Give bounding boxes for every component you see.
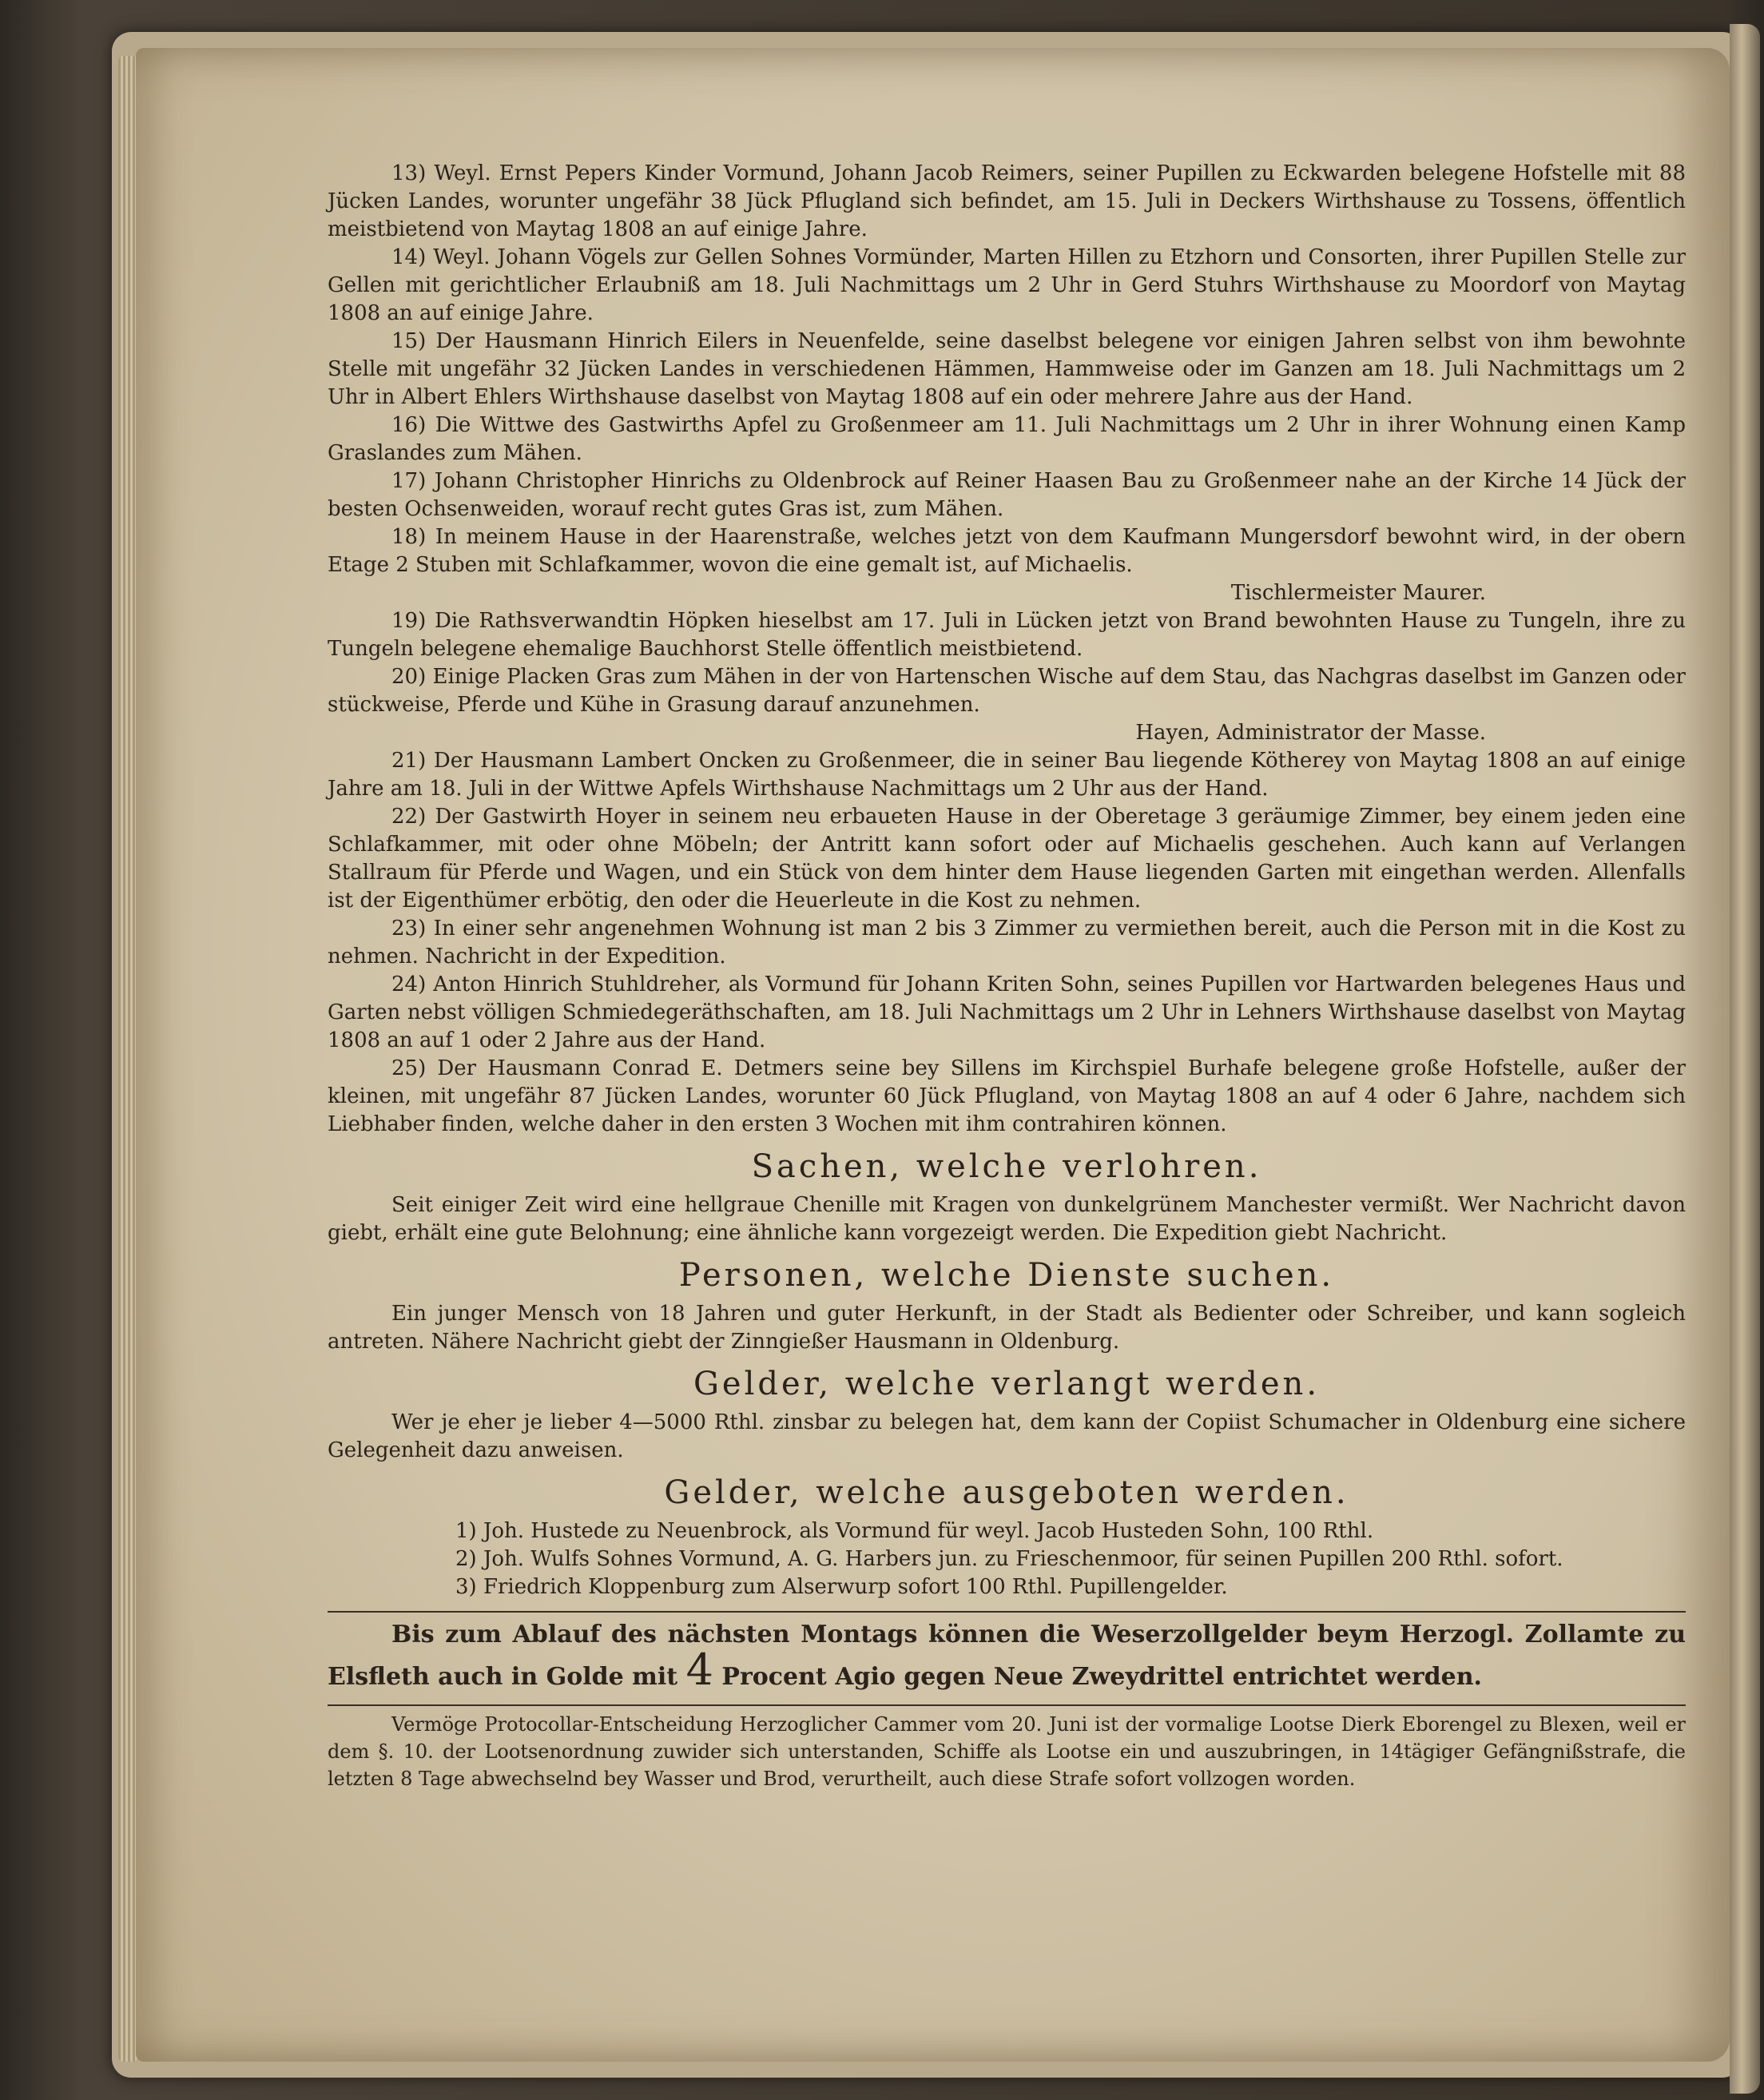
entry-16: 16) Die Wittwe des Gastwirths Apfel zu Großenmeer am 11. Juli Nachmittags um 2 Uhr in ihrer Wohnung einen Kamp Graslandes zum Mähen. xyxy=(328,413,1686,465)
entry-13: 13) Weyl. Ernst Pepers Kinder Vormund, Johann Jacob Reimers, seiner Pupillen zu Eckwarden belegene Hofstelle mit 88 Jücken Landes, worunter ungefähr 38 Jück Pflugland sich befindet, am 15. Juli in Deckers Wirthshause zu Tossens, öffentlich meistbietend von Maytag 1808 an auf einige Jahre. xyxy=(328,161,1686,241)
facing-page-edge xyxy=(1730,24,1760,2094)
offered-item-1: 1) Joh. Hustede zu Neuenbrock, als Vormund für weyl. Jacob Husteden Sohn, 100 Rthl. xyxy=(455,1519,1374,1543)
divider-rule-2 xyxy=(328,1704,1686,1706)
heading-lost-items: Sachen, welche verlohren. xyxy=(751,1148,1262,1185)
entry-24: 24) Anton Hinrich Stuhldreher, als Vormund für Johann Kriten Sohn, seines Pupillen vor Hartwarden belegenes Haus und Garten nebst völligen Schmiedegeräthschaften, am 18. Juli Nachmittags um 2 Uhr in Lehners Wirthshause daselbst von Maytag 1808 an auf 1 oder 2 Jahre aus der Hand. xyxy=(328,972,1686,1052)
text-lost-items: Seit einiger Zeit wird eine hellgraue Chenille mit Kragen von dunkelgrünem Manchester vermißt. Wer Nachricht davon giebt, erhält eine gute Belohnung; eine ähnliche kann vorgezeigt werden. Die Expedition giebt Nachricht. xyxy=(328,1193,1686,1245)
entry-23: 23) In einer sehr angenehmen Wohnung ist man 2 bis 3 Zimmer zu vermiethen bereit, auch die Person mit in die Kost zu nehmen. Nachricht in der Expedition. xyxy=(328,917,1686,968)
customs-notice-number: 4 xyxy=(685,1645,713,1695)
entry-15: 15) Der Hausmann Hinrich Eilers in Neuenfelde, seine daselbst belegene vor einigen Jahren selbst von ihm bewohnte Stelle mit ungefähr 32 Jücken Landes in verschiedenen Hämmen, Hammweise oder im Ganzen am 18. Juli Nachmittags um 2 Uhr in Albert Ehlers Wirthshause daselbst von Maytag 1808 auf ein oder mehrere Jahre aus der Hand. xyxy=(328,329,1686,409)
entry-19: 19) Die Rathsverwandtin Höpken hieselbst am 17. Juli in Lücken jetzt von Brand bewohnten Hause zu Tungeln, ihre zu Tungeln belegene ehemalige Bauchhorst Stelle öffentlich meistbietend. xyxy=(328,609,1686,661)
entry-21: 21) Der Hausmann Lambert Oncken zu Großenmeer, die in seiner Bau liegende Kötherey von Maytag 1808 an auf einige Jahre am 18. Juli in der Wittwe Apfels Wirthshause Nachmittags um 2 Uhr aus der Hand. xyxy=(328,749,1686,801)
customs-notice-start: Bis zum Ablauf des nächsten Montags können die Weserzollgelder beym Herzogl. Zollamte zu Elsfleth auch in Golde mit xyxy=(328,1621,1686,1691)
signature-20: Hayen, Administrator der Masse. xyxy=(1135,721,1486,745)
text-persons-seeking: Ein junger Mensch von 18 Jahren und guter Herkunft, in der Stadt als Bedienter oder Schreiber, und kann sogleich antreten. Nähere Nachricht giebt der Zinngießer Hausmann in Oldenburg. xyxy=(328,1302,1686,1354)
entry-22: 22) Der Gastwirth Hoyer in seinem neu erbaueten Hause in der Oberetage 3 geräumige Zimmer, bey einem jeden eine Schlafkammer, mit oder ohne Möbeln; der Antritt kann sofort oder auf Michaelis geschehen. Auch kann auf Verlangen Stallraum für Pferde und Wagen, und ein Stück von dem hinter dem Hause liegenden Garten mit eingethan werden. Allenfalls ist der Eigenthümer erbötig, den oder die Heuerleute in die Kost zu nehmen. xyxy=(328,805,1686,913)
customs-notice-end: Procent Agio gegen Neue Zweydrittel entrichtet werden. xyxy=(721,1663,1482,1691)
customs-notice xyxy=(328,1617,1686,1695)
entry-18: 18) In meinem Hause in der Haarenstraße, welches jetzt von dem Kaufmann Mungersdorf bewohnt wird, in der obern Etage 2 Stuben mit Schlafkammer, wovon die eine gemalt ist, auf Michaelis. xyxy=(328,525,1686,577)
entry-14: 14) Weyl. Johann Vögels zur Gellen Sohnes Vormünder, Marten Hillen zu Etzhorn und Consorten, ihrer Pupillen Stelle zur Gellen mit gerichtlicher Erlaubniß am 18. Juli Nachmittags um 2 Uhr in Gerd Stuhrs Wirthshause zu Moordorf von Maytag 1808 an auf einige Jahre. xyxy=(328,245,1686,325)
entry-25: 25) Der Hausmann Conrad E. Detmers seine bey Sillens im Kirchspiel Burhafe belegene große Hofstelle, außer der kleinen, mit ungefähr 87 Jücken Landes, worunter 60 Jück Pflugland, von Maytag 1808 an auf 4 oder 6 Jahre, nachdem sich Liebhaber finden, welche daher in den ersten 3 Wochen mit ihm contrahiren können. xyxy=(328,1056,1686,1136)
entry-17: 17) Johann Christopher Hinrichs zu Oldenbrock auf Reiner Haasen Bau zu Großenmeer nahe an der Kirche 14 Jück der besten Ochsenweiden, worauf recht gutes Gras ist, zum Mähen. xyxy=(328,469,1686,521)
signature-18: Tischlermeister Maurer. xyxy=(1230,581,1486,605)
entry-20: 20) Einige Placken Gras zum Mähen in der von Hartenschen Wische auf dem Stau, das Nachgras daselbst im Ganzen oder stückweise, Pferde und Kühe in Grasung darauf anzunehmen. xyxy=(328,665,1686,717)
page-stack-edge xyxy=(118,56,137,2062)
pilot-notice: Vermöge Protocollar-Entscheidung Herzoglicher Cammer vom 20. Juni ist der vormalige Lootse Dierk Eborengel zu Blexen, weil er dem §. 10. der Lootsenordnung zuwider sich unterstanden, Schiffe als Lootse ein und auszubringen, in 14tägiger Gefängnißstrafe, die letzten 8 Tage abwechselnd bey Wasser und Brod, verurtheilt, auch diese Strafe sofort vollzogen worden. xyxy=(328,1713,1686,1790)
page-text xyxy=(328,160,1686,1792)
offered-item-2: 2) Joh. Wulfs Sohnes Vormund, A. G. Harbers jun. zu Frieschenmoor, für seinen Pupillen 200 Rthl. sofort. xyxy=(455,1547,1563,1571)
divider-rule-1 xyxy=(328,1611,1686,1613)
text-money-demanded: Wer je eher je lieber 4—5000 Rthl. zinsbar zu belegen hat, dem kann der Copiist Schumacher in Oldenburg eine sichere Gelegenheit dazu anweisen. xyxy=(328,1410,1686,1462)
heading-persons-seeking: Personen, welche Dienste suchen. xyxy=(678,1257,1335,1294)
offered-item-3: 3) Friedrich Kloppenburg zum Alserwurp sofort 100 Rthl. Pupillengelder. xyxy=(455,1575,1228,1599)
heading-money-offered: Gelder, welche ausgeboten werden. xyxy=(664,1474,1349,1511)
heading-money-demanded: Gelder, welche verlangt werden. xyxy=(693,1366,1321,1402)
